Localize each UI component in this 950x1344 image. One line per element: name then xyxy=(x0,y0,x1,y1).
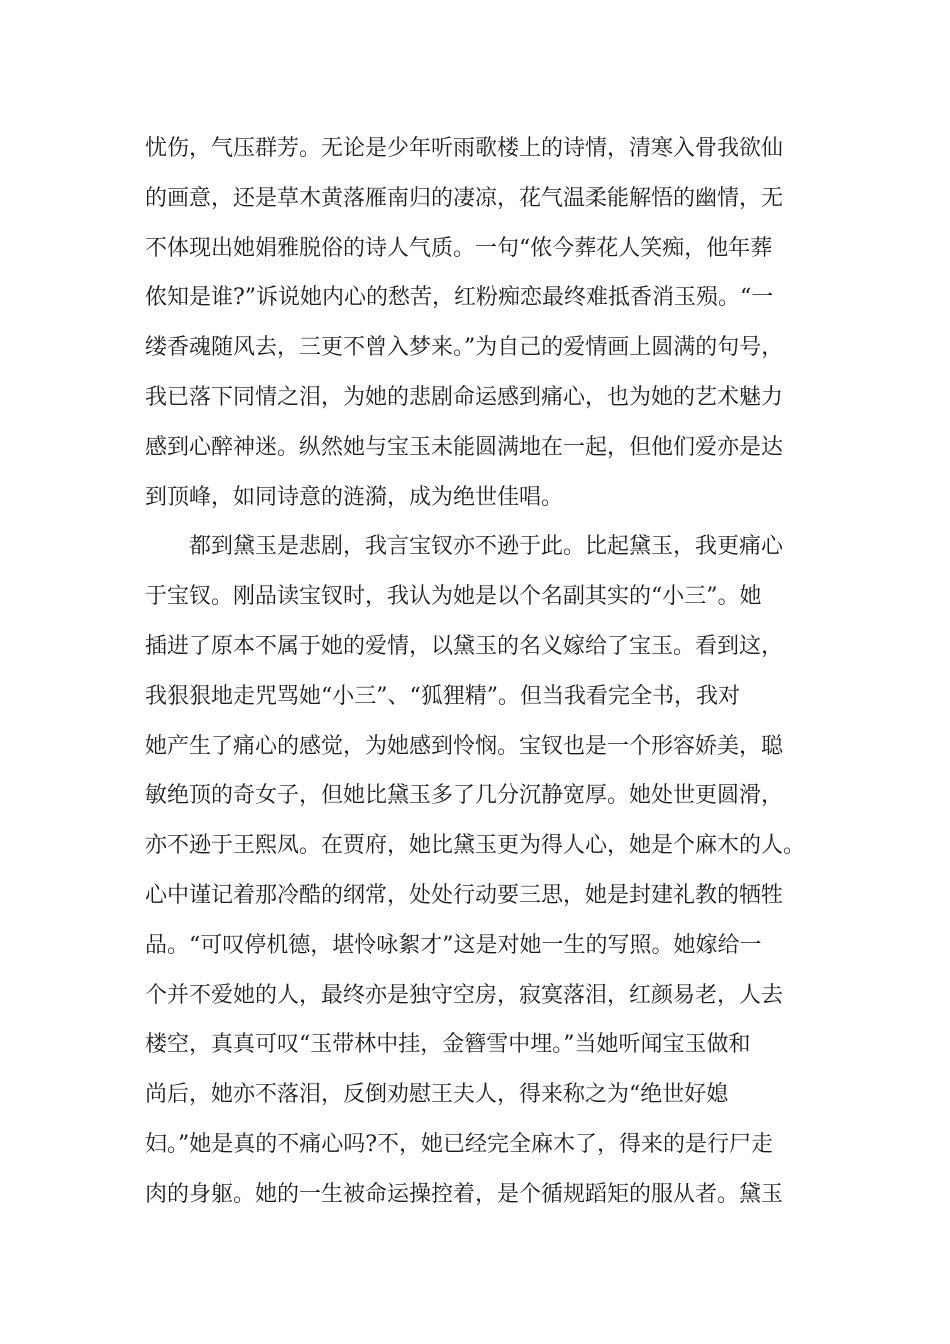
text-line: 尚后，她亦不落泪，反倒劝慰王夫人，得来称之为“绝世好媳 xyxy=(145,1082,729,1108)
text-line: 肉的身躯。她的一生被命运操控着，是个循规蹈矩的服从者。黛玉 xyxy=(145,1181,784,1207)
text-line: 不体现出她娟雅脱俗的诗人气质。一句“侬今葬花人笑痴，他年葬 xyxy=(145,235,773,261)
text-line: 亦不逊于王熙凤。在贾府，她比黛玉更为得人心，她是个麻木的人。 xyxy=(145,833,806,859)
text-line: 个并不爱她的人，最终亦是独守空房，寂寞落泪，红颜易老，人去 xyxy=(145,982,784,1008)
text-line: 敏绝顶的奇女子，但她比黛玉多了几分沉静宽厚。她处世更圆滑， xyxy=(145,783,784,809)
text-line: 妇。”她是真的不痛心吗?不，她已经完全麻木了，得来的是行尸走 xyxy=(145,1131,774,1157)
text-line: 我狠狠地走咒骂她“小三”、“狐狸精”。但当我看完全书，我对 xyxy=(145,683,740,709)
text-line: 的画意，还是草木黄落雁南归的凄凉，花气温柔能解悟的幽情，无 xyxy=(145,185,784,211)
paragraph-2 xyxy=(145,522,815,1219)
paragraph-1 xyxy=(145,124,815,522)
document-body xyxy=(145,124,815,1220)
text-line: 都到黛玉是悲剧，我言宝钗亦不逊于此。比起黛玉，我更痛心 xyxy=(189,534,784,560)
text-line: 缕香魂随风去，三更不曾入梦来。”为自己的爱情画上圆满的句号， xyxy=(145,335,784,361)
text-line: 到顶峰，如同诗意的涟漪，成为绝世佳唱。 xyxy=(145,484,564,510)
text-line: 于宝钗。刚品读宝钗时，我认为她是以个名副其实的“小三”。她 xyxy=(145,584,762,610)
text-line: 侬知是谁?”诉说她内心的愁苦，红粉痴恋最终难抵香消玉殒。“一 xyxy=(145,285,774,311)
text-line: 感到心醉神迷。纵然她与宝玉未能圆满地在一起，但他们爱亦是达 xyxy=(145,434,784,460)
text-line: 插进了原本不属于她的爱情，以黛玉的名义嫁给了宝玉。看到这， xyxy=(145,633,784,659)
text-line: 忧伤，气压群芳。无论是少年听雨歌楼上的诗情，清寒入骨我欲仙 xyxy=(145,136,784,161)
text-line: 她产生了痛心的感觉，为她感到怜悯。宝钗也是一个形容娇美，聪 xyxy=(145,733,784,759)
text-line: 心中谨记着那冷酷的纲常，处处行动要三思，她是封建礼教的牺牲 xyxy=(145,882,784,908)
text-line: 楼空，真真可叹“玉带林中挂，金簪雪中埋。”当她听闻宝玉做和 xyxy=(145,1032,751,1058)
text-line: 我已落下同情之泪，为她的悲剧命运感到痛心，也为她的艺术魅力 xyxy=(145,384,784,410)
text-line: 品。“可叹停机德，堪怜咏絮才”这是对她一生的写照。她嫁给一 xyxy=(145,932,762,958)
